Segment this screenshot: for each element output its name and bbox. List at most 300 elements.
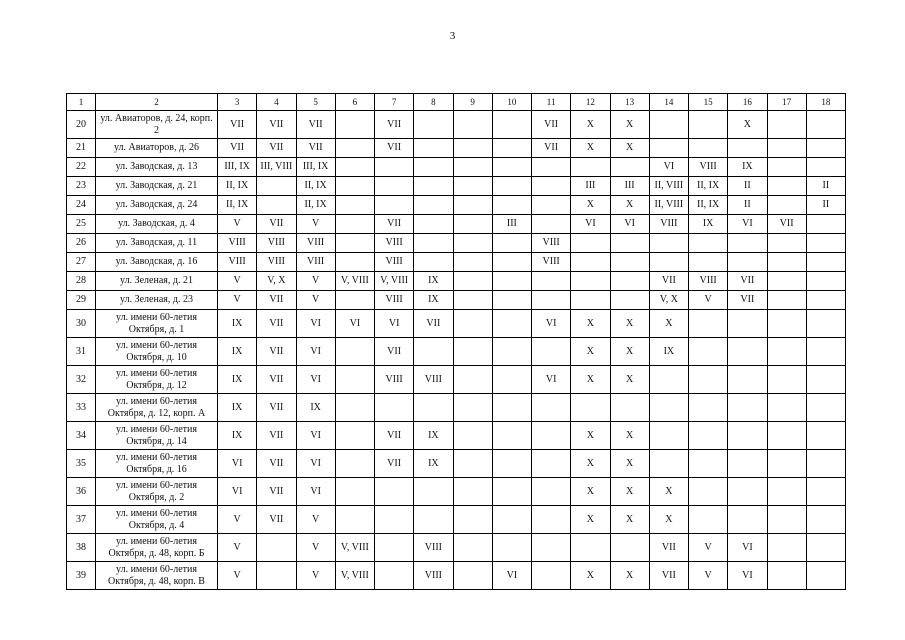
value-cell-col-9 [453, 506, 492, 534]
value-cell-col-9 [453, 478, 492, 506]
row-number-cell: 24 [67, 196, 96, 215]
value-cell-col-16 [728, 506, 767, 534]
address-cell: ул. имени 60-летия Октября, д. 12 [96, 366, 218, 394]
column-header-1: 1 [67, 94, 96, 111]
value-cell-col-4: VII [257, 310, 296, 338]
address-cell: ул. имени 60-летия Октября, д. 4 [96, 506, 218, 534]
value-cell-col-13: VI [610, 215, 649, 234]
value-cell-col-8: VIII [414, 534, 453, 562]
value-cell-col-8 [414, 139, 453, 158]
value-cell-col-13 [610, 272, 649, 291]
value-cell-col-18: II [806, 196, 845, 215]
value-cell-col-6 [335, 338, 374, 366]
value-cell-col-9 [453, 534, 492, 562]
value-cell-col-18 [806, 139, 845, 158]
value-cell-col-17 [767, 177, 806, 196]
value-cell-col-5: V [296, 506, 335, 534]
value-cell-col-15 [689, 422, 728, 450]
page-number: 3 [449, 30, 456, 42]
value-cell-col-8: IX [414, 422, 453, 450]
address-cell: ул. имени 60-летия Октября, д. 10 [96, 338, 218, 366]
value-cell-col-18 [806, 366, 845, 394]
value-cell-col-17 [767, 338, 806, 366]
value-cell-col-4: VII [257, 478, 296, 506]
value-cell-col-12: X [571, 338, 610, 366]
value-cell-col-5: II, IX [296, 196, 335, 215]
value-cell-col-3: VI [218, 478, 257, 506]
value-cell-col-17 [767, 394, 806, 422]
value-cell-col-10 [492, 139, 531, 158]
value-cell-col-18: II [806, 177, 845, 196]
value-cell-col-13: X [610, 310, 649, 338]
value-cell-col-6 [335, 450, 374, 478]
value-cell-col-15: IX [689, 215, 728, 234]
value-cell-col-11 [532, 534, 571, 562]
value-cell-col-14 [649, 422, 688, 450]
table-row [67, 338, 846, 366]
column-header-4: 4 [257, 94, 296, 111]
value-cell-col-17 [767, 272, 806, 291]
row-number-cell: 29 [67, 291, 96, 310]
value-cell-col-12: X [571, 506, 610, 534]
value-cell-col-6 [335, 478, 374, 506]
value-cell-col-3: V [218, 534, 257, 562]
value-cell-col-8 [414, 158, 453, 177]
column-header-15: 15 [689, 94, 728, 111]
value-cell-col-3: VIII [218, 234, 257, 253]
value-cell-col-4: VIII [257, 253, 296, 272]
value-cell-col-10 [492, 366, 531, 394]
value-cell-col-7: VI [375, 310, 414, 338]
value-cell-col-16 [728, 310, 767, 338]
value-cell-col-15: II, IX [689, 196, 728, 215]
value-cell-col-10 [492, 234, 531, 253]
value-cell-col-18 [806, 478, 845, 506]
value-cell-col-10 [492, 506, 531, 534]
value-cell-col-13 [610, 234, 649, 253]
row-number-cell: 33 [67, 394, 96, 422]
table-row [67, 291, 846, 310]
table-row [67, 310, 846, 338]
value-cell-col-5: IX [296, 394, 335, 422]
value-cell-col-10 [492, 253, 531, 272]
column-header-8: 8 [414, 94, 453, 111]
row-number-cell: 21 [67, 139, 96, 158]
value-cell-col-12 [571, 394, 610, 422]
value-cell-col-17 [767, 478, 806, 506]
address-cell: ул. Заводская, д. 21 [96, 177, 218, 196]
value-cell-col-14: X [649, 506, 688, 534]
value-cell-col-14: VII [649, 562, 688, 590]
value-cell-col-13: X [610, 196, 649, 215]
address-cell: ул. Заводская, д. 11 [96, 234, 218, 253]
address-cell: ул. Заводская, д. 16 [96, 253, 218, 272]
value-cell-col-9 [453, 196, 492, 215]
value-cell-col-4: VII [257, 422, 296, 450]
value-cell-col-7 [375, 394, 414, 422]
value-cell-col-5: VII [296, 111, 335, 139]
value-cell-col-8 [414, 394, 453, 422]
value-cell-col-18 [806, 534, 845, 562]
value-cell-col-18 [806, 291, 845, 310]
value-cell-col-6: VI [335, 310, 374, 338]
value-cell-col-18 [806, 562, 845, 590]
value-cell-col-15 [689, 338, 728, 366]
value-cell-col-14 [649, 394, 688, 422]
value-cell-col-15: V [689, 562, 728, 590]
value-cell-col-17 [767, 139, 806, 158]
row-number-cell: 28 [67, 272, 96, 291]
value-cell-col-7: VII [375, 450, 414, 478]
table-row [67, 506, 846, 534]
value-cell-col-13 [610, 394, 649, 422]
table-row [67, 111, 846, 139]
address-cell: ул. Авиаторов, д. 26 [96, 139, 218, 158]
value-cell-col-4 [257, 177, 296, 196]
value-cell-col-8 [414, 215, 453, 234]
value-cell-col-7: VIII [375, 253, 414, 272]
row-number-cell: 34 [67, 422, 96, 450]
value-cell-col-14: VII [649, 272, 688, 291]
value-cell-col-9 [453, 338, 492, 366]
value-cell-col-7: VII [375, 139, 414, 158]
value-cell-col-3: II, IX [218, 177, 257, 196]
value-cell-col-3: VII [218, 111, 257, 139]
row-number-cell: 22 [67, 158, 96, 177]
row-number-cell: 38 [67, 534, 96, 562]
value-cell-col-4: VII [257, 139, 296, 158]
value-cell-col-13: X [610, 422, 649, 450]
value-cell-col-6 [335, 366, 374, 394]
value-cell-col-9 [453, 234, 492, 253]
value-cell-col-15: II, IX [689, 177, 728, 196]
value-cell-col-8 [414, 196, 453, 215]
table-row [67, 450, 846, 478]
value-cell-col-4: VII [257, 506, 296, 534]
value-cell-col-10 [492, 422, 531, 450]
column-header-2: 2 [96, 94, 218, 111]
value-cell-col-4: VII [257, 394, 296, 422]
value-cell-col-18 [806, 310, 845, 338]
value-cell-col-12: X [571, 366, 610, 394]
value-cell-col-12: X [571, 196, 610, 215]
value-cell-col-5: V [296, 291, 335, 310]
column-header-13: 13 [610, 94, 649, 111]
value-cell-col-13 [610, 158, 649, 177]
value-cell-col-5: V [296, 534, 335, 562]
value-cell-col-11 [532, 422, 571, 450]
value-cell-col-18 [806, 215, 845, 234]
value-cell-col-15: V [689, 291, 728, 310]
value-cell-col-18 [806, 253, 845, 272]
value-cell-col-14 [649, 234, 688, 253]
row-number-cell: 25 [67, 215, 96, 234]
column-header-5: 5 [296, 94, 335, 111]
value-cell-col-17 [767, 534, 806, 562]
row-number-cell: 36 [67, 478, 96, 506]
column-header-17: 17 [767, 94, 806, 111]
address-cell: ул. Авиаторов, д. 24, корп. 2 [96, 111, 218, 139]
value-cell-col-11: VI [532, 366, 571, 394]
value-cell-col-6: V, VIII [335, 562, 374, 590]
value-cell-col-10: VI [492, 562, 531, 590]
row-number-cell: 23 [67, 177, 96, 196]
value-cell-col-11 [532, 338, 571, 366]
value-cell-col-17 [767, 158, 806, 177]
value-cell-col-7 [375, 534, 414, 562]
value-cell-col-12: III [571, 177, 610, 196]
value-cell-col-9 [453, 177, 492, 196]
value-cell-col-9 [453, 394, 492, 422]
value-cell-col-8 [414, 111, 453, 139]
value-cell-col-10 [492, 291, 531, 310]
value-cell-col-17 [767, 111, 806, 139]
value-cell-col-18 [806, 506, 845, 534]
value-cell-col-4 [257, 562, 296, 590]
value-cell-col-11 [532, 196, 571, 215]
value-cell-col-3: IX [218, 310, 257, 338]
value-cell-col-17 [767, 450, 806, 478]
value-cell-col-5: VII [296, 139, 335, 158]
value-cell-col-16 [728, 338, 767, 366]
value-cell-col-16: IX [728, 158, 767, 177]
value-cell-col-4: VII [257, 338, 296, 366]
row-number-cell: 39 [67, 562, 96, 590]
value-cell-col-12 [571, 158, 610, 177]
value-cell-col-12: X [571, 111, 610, 139]
value-cell-col-12: X [571, 450, 610, 478]
value-cell-col-5: V [296, 272, 335, 291]
row-number-cell: 30 [67, 310, 96, 338]
value-cell-col-9 [453, 450, 492, 478]
value-cell-col-17 [767, 253, 806, 272]
value-cell-col-14: VI [649, 158, 688, 177]
value-cell-col-5: VIII [296, 234, 335, 253]
value-cell-col-4 [257, 534, 296, 562]
value-cell-col-3: VII [218, 139, 257, 158]
column-header-3: 3 [218, 94, 257, 111]
value-cell-col-4: VII [257, 215, 296, 234]
row-number-cell: 31 [67, 338, 96, 366]
value-cell-col-11 [532, 506, 571, 534]
value-cell-col-14 [649, 111, 688, 139]
value-cell-col-16: VI [728, 562, 767, 590]
value-cell-col-9 [453, 310, 492, 338]
value-cell-col-12 [571, 234, 610, 253]
value-cell-col-15 [689, 478, 728, 506]
value-cell-col-5: VI [296, 422, 335, 450]
address-cell: ул. имени 60-летия Октября, д. 2 [96, 478, 218, 506]
value-cell-col-10 [492, 310, 531, 338]
value-cell-col-13: X [610, 338, 649, 366]
value-cell-col-10: III [492, 215, 531, 234]
value-cell-col-8 [414, 338, 453, 366]
value-cell-col-15 [689, 506, 728, 534]
value-cell-col-5: VI [296, 450, 335, 478]
value-cell-col-7: VIII [375, 291, 414, 310]
value-cell-col-12: X [571, 422, 610, 450]
table-row [67, 196, 846, 215]
table-row [67, 478, 846, 506]
row-number-cell: 35 [67, 450, 96, 478]
address-cell: ул. имени 60-летия Октября, д. 12, корп. А [96, 394, 218, 422]
value-cell-col-3: V [218, 291, 257, 310]
value-cell-col-5: VIII [296, 253, 335, 272]
value-cell-col-4: VII [257, 111, 296, 139]
table-row [67, 158, 846, 177]
value-cell-col-13: X [610, 562, 649, 590]
value-cell-col-13: III [610, 177, 649, 196]
value-cell-col-18 [806, 111, 845, 139]
value-cell-col-7 [375, 478, 414, 506]
value-cell-col-11 [532, 215, 571, 234]
column-header-12: 12 [571, 94, 610, 111]
value-cell-col-16: VI [728, 215, 767, 234]
value-cell-col-10 [492, 196, 531, 215]
value-cell-col-6 [335, 253, 374, 272]
value-cell-col-5: III, IX [296, 158, 335, 177]
value-cell-col-16 [728, 366, 767, 394]
value-cell-col-17 [767, 562, 806, 590]
value-cell-col-16 [728, 394, 767, 422]
row-number-cell: 26 [67, 234, 96, 253]
value-cell-col-15: VIII [689, 272, 728, 291]
value-cell-col-8: VIII [414, 366, 453, 394]
value-cell-col-10 [492, 338, 531, 366]
value-cell-col-9 [453, 366, 492, 394]
address-cell: ул. имени 60-летия Октября, д. 48, корп. В [96, 562, 218, 590]
address-cell: ул. имени 60-летия Октября, д. 1 [96, 310, 218, 338]
value-cell-col-17 [767, 291, 806, 310]
value-cell-col-6: V, VIII [335, 534, 374, 562]
value-cell-col-3: VI [218, 450, 257, 478]
value-cell-col-17 [767, 422, 806, 450]
value-cell-col-15 [689, 234, 728, 253]
value-cell-col-9 [453, 158, 492, 177]
value-cell-col-5: II, IX [296, 177, 335, 196]
value-cell-col-7: V, VIII [375, 272, 414, 291]
value-cell-col-7 [375, 196, 414, 215]
value-cell-col-14 [649, 139, 688, 158]
value-cell-col-6: V, VIII [335, 272, 374, 291]
address-cell: ул. Заводская, д. 4 [96, 215, 218, 234]
table-row [67, 422, 846, 450]
table-header [67, 94, 846, 111]
value-cell-col-15 [689, 310, 728, 338]
value-cell-col-11 [532, 478, 571, 506]
value-cell-col-14: V, X [649, 291, 688, 310]
value-cell-col-18 [806, 234, 845, 253]
value-cell-col-11 [532, 177, 571, 196]
address-cell: ул. Зеленая, д. 21 [96, 272, 218, 291]
value-cell-col-7: VIII [375, 366, 414, 394]
value-cell-col-11: VII [532, 111, 571, 139]
value-cell-col-5: VI [296, 310, 335, 338]
value-cell-col-9 [453, 562, 492, 590]
value-cell-col-3: V [218, 506, 257, 534]
value-cell-col-13: X [610, 450, 649, 478]
table-row [67, 139, 846, 158]
value-cell-col-16 [728, 234, 767, 253]
column-header-6: 6 [335, 94, 374, 111]
value-cell-col-16 [728, 478, 767, 506]
value-cell-col-8 [414, 506, 453, 534]
value-cell-col-11 [532, 291, 571, 310]
value-cell-col-14: VIII [649, 215, 688, 234]
value-cell-col-17 [767, 310, 806, 338]
value-cell-col-6 [335, 422, 374, 450]
table-row [67, 534, 846, 562]
value-cell-col-10 [492, 158, 531, 177]
value-cell-col-10 [492, 478, 531, 506]
value-cell-col-17 [767, 506, 806, 534]
value-cell-col-7: VII [375, 215, 414, 234]
value-cell-col-15 [689, 366, 728, 394]
value-cell-col-7 [375, 562, 414, 590]
value-cell-col-11 [532, 272, 571, 291]
value-cell-col-14: X [649, 310, 688, 338]
value-cell-col-3: II, IX [218, 196, 257, 215]
value-cell-col-10 [492, 394, 531, 422]
value-cell-col-6 [335, 196, 374, 215]
column-header-14: 14 [649, 94, 688, 111]
value-cell-col-14: II, VIII [649, 177, 688, 196]
value-cell-col-3: IX [218, 394, 257, 422]
column-header-11: 11 [532, 94, 571, 111]
value-cell-col-11 [532, 158, 571, 177]
value-cell-col-5: V [296, 562, 335, 590]
value-cell-col-11: VIII [532, 253, 571, 272]
value-cell-col-13: X [610, 366, 649, 394]
value-cell-col-4: VII [257, 366, 296, 394]
table-row [67, 215, 846, 234]
value-cell-col-8 [414, 177, 453, 196]
value-cell-col-13 [610, 253, 649, 272]
value-cell-col-8 [414, 253, 453, 272]
table-row [67, 272, 846, 291]
value-cell-col-18 [806, 158, 845, 177]
value-cell-col-7: VII [375, 111, 414, 139]
value-cell-col-16: VII [728, 272, 767, 291]
value-cell-col-15 [689, 450, 728, 478]
value-cell-col-15 [689, 253, 728, 272]
value-cell-col-3: IX [218, 366, 257, 394]
address-cell: ул. имени 60-летия Октября, д. 16 [96, 450, 218, 478]
value-cell-col-9 [453, 272, 492, 291]
table-row [67, 177, 846, 196]
value-cell-col-17 [767, 196, 806, 215]
value-cell-col-9 [453, 422, 492, 450]
address-cell: ул. Зеленая, д. 23 [96, 291, 218, 310]
value-cell-col-10 [492, 111, 531, 139]
value-cell-col-14 [649, 253, 688, 272]
value-cell-col-18 [806, 338, 845, 366]
value-cell-col-3: III, IX [218, 158, 257, 177]
value-cell-col-4: VII [257, 291, 296, 310]
column-header-10: 10 [492, 94, 531, 111]
value-cell-col-6 [335, 158, 374, 177]
value-cell-col-4: III, VIII [257, 158, 296, 177]
value-cell-col-7: VII [375, 422, 414, 450]
value-cell-col-16 [728, 422, 767, 450]
value-cell-col-11: VII [532, 139, 571, 158]
value-cell-col-17 [767, 234, 806, 253]
value-cell-col-10 [492, 534, 531, 562]
address-cell: ул. Заводская, д. 24 [96, 196, 218, 215]
value-cell-col-12: X [571, 562, 610, 590]
column-header-18: 18 [806, 94, 845, 111]
value-cell-col-14: VII [649, 534, 688, 562]
